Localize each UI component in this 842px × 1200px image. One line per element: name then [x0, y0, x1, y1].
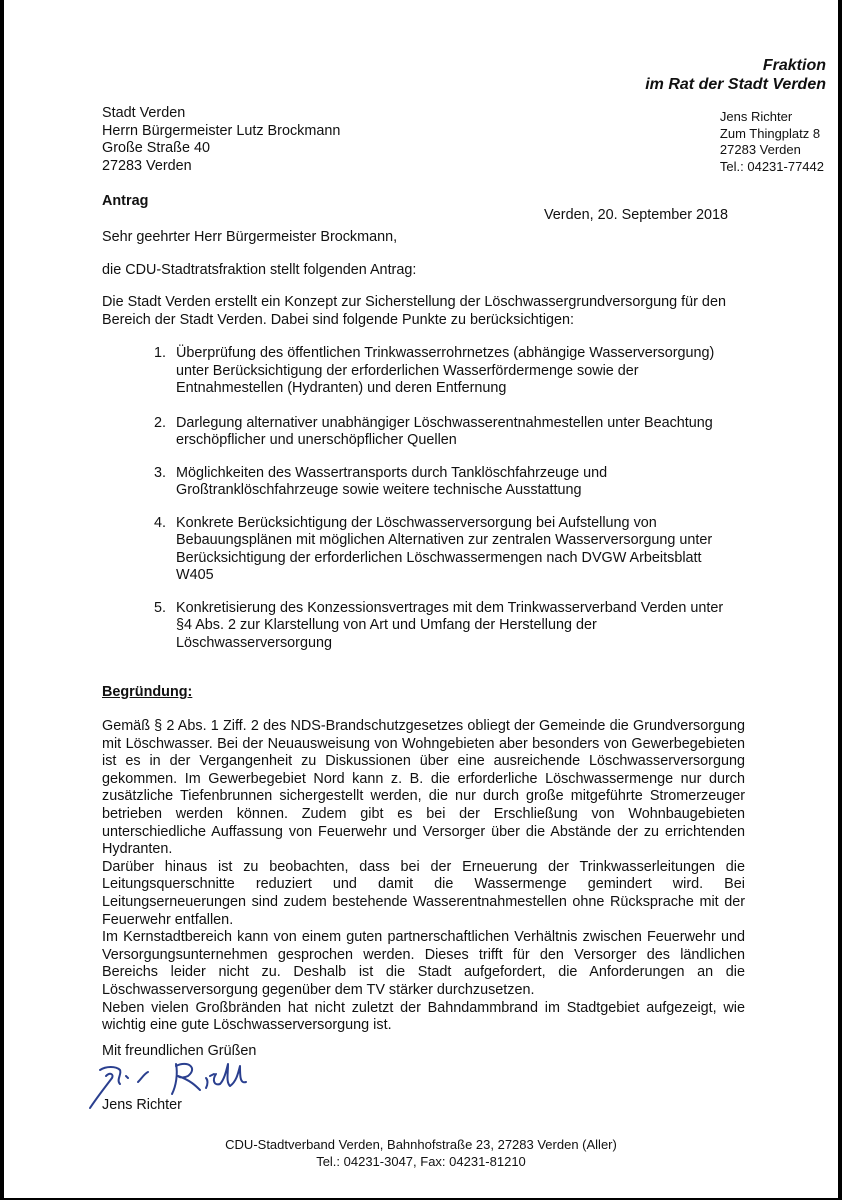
reason-paragraph: Im Kernstadtbereich kann von einem guten partnerschaftlichen Verhältnis zwischen Feuerwehr und Versorgungsunternehmen gesprochen werden. Dieses trifft für den Versorger des ländlichen Bereichs leider nicht zu. Deshalb ist die Stadt aufgefordert, die Anforderungen an die Löschwasserversorgung gegenüber dem TV stärker durchzusetzen. [102, 929, 745, 998]
letter-footer [4, 1136, 838, 1170]
list-item [102, 600, 742, 653]
reason-paragraph: Neben vielen Großbränden hat nicht zuletzt der Bahndammbrand im Stadtgebiet aufgezeigt, wie wichtig eine gute Löschwasserversorgung ist. [102, 999, 745, 1034]
sender-phone: Tel.: 04231-77442 [719, 158, 824, 174]
sender-street: Zum Thingplatz 8 [719, 125, 821, 141]
list-item [102, 345, 742, 398]
list-number: 4. [153, 514, 166, 531]
list-text: Möglichkeiten des Wassertransports durch Tanklöschfahrzeuge und Großtranklöschfahrzeuge sowie weitere technische Ausstattung [176, 464, 608, 498]
letter-date: Verden, 20. September 2018 [544, 207, 729, 223]
salutation: Sehr geehrter Herr Bürgermeister Brockmann, [102, 229, 398, 245]
intro-text: die CDU-Stadtratsfraktion stellt folgenden Antrag: [102, 262, 417, 278]
list-number: 2. [153, 414, 166, 431]
reason-paragraph: Darüber hinaus ist zu beobachten, dass bei der Erneuerung der Trinkwasserleitungen die Leitungsquerschnitte reduziert und damit die Wassermenge gemindert wird. Bei Leitungserneuerungen sind zudem bestehende Wasserentnahmestellen ohne Rücksprache mit der Feuerwehr entfallen. [102, 858, 745, 928]
recipient-line: Herrn Bürgermeister Lutz Brockmann [102, 122, 341, 139]
proposal-text: Die Stadt Verden erstellt ein Konzept zur Sicherstellung der Löschwassergrundversorgung für den Bereich der Stadt Verden. Dabei sind folgende Punkte zu berücksichtigen: [102, 294, 726, 328]
list-item [102, 415, 742, 450]
letter-page [4, 0, 838, 1198]
list-text: Konkrete Berücksichtigung der Löschwasserversorgung bei Aufstellung von Bebauungsplänen mit möglichen Alternativen zur zentralen Wasserversorgung unter Berücksichtigung der erforderlichen Löschwassermengen nach DVGW Arbeitsblatt W405 [176, 514, 713, 583]
list-text: Überprüfung des öffentlichen Trinkwasserrohrnetzes (abhängige Wasserversorgung) unter Berücksichtigung der erforderlichen Wasserfördermenge sowie der Entnahmestellen (Hydranten) und deren Entfernung [176, 345, 715, 396]
party-line-1: Fraktion [762, 57, 826, 74]
sender-name: Jens Richter [719, 109, 793, 124]
party-header [645, 56, 826, 94]
footer-line-address: CDU-Stadtverband Verden, Bahnhofstraße 23, 27283 Verden (Aller) [225, 1137, 617, 1152]
recipient-line: Stadt Verden [102, 105, 186, 121]
reason-paragraph: Gemäß § 2 Abs. 1 Ziff. 2 des NDS-Brandschutzgesetzes obliegt der Gemeinde die Grundversorgung mit Löschwasser. Bei der Neuausweisung von Wohngebieten aber besonders von Gewerbegebieten ist es in der Vergangenheit zu Diskussionen über eine ausreichende Löschwasserversorgung gekommen. Im Gewerbegebiet Nord kann z. B. die erforderliche Löschwassermenge nur durch zusätzliche Tiefenbrunnen sichergestellt werden, die nur durch große mitgeführte Stromerzeuger betrieben werden können. Zudem gibt es bei der Erschließung von Wohnbaugebieten unterschiedliche Auffassung von Feuerwehr und Versorger über die Abstände der zu errichtenden Hydranten. [102, 718, 745, 858]
list-item [102, 465, 742, 500]
sender-address [720, 109, 824, 175]
closing-text: Mit freundlichen Grüßen [102, 1043, 257, 1059]
list-number: 1. [153, 345, 166, 361]
points-list [102, 345, 742, 652]
recipient-line: 27283 Verden [102, 157, 192, 174]
sender-city: 27283 Verden [719, 142, 801, 157]
party-line-2: im Rat der Stadt Verden [645, 76, 826, 93]
subject-heading: Antrag [102, 193, 149, 209]
handwritten-signature [80, 1056, 250, 1125]
list-item [102, 515, 742, 585]
list-number: 5. [153, 599, 166, 616]
signature-name: Jens Richter [102, 1097, 182, 1113]
list-text: Konkretisierung des Konzessionsvertrages mit dem Trinkwasserverband Verden unter §4 Abs. 2 zur Klarstellung von Art und Umfang der Herstellung der Löschwasserversorgung [176, 599, 724, 651]
recipient-line: Große Straße 40 [102, 140, 210, 156]
footer-line-contact: Tel.: 04231-3047, Fax: 04231-81210 [316, 1154, 526, 1169]
reason-body [102, 718, 745, 1035]
list-text: Darlegung alternativer unabhängiger Löschwasserentnahmestellen unter Beachtung erschöpflicher und unerschöpflicher Quellen [176, 414, 713, 448]
list-number: 3. [153, 464, 166, 481]
recipient-address [102, 105, 340, 175]
reason-heading: Begründung: [102, 684, 193, 700]
